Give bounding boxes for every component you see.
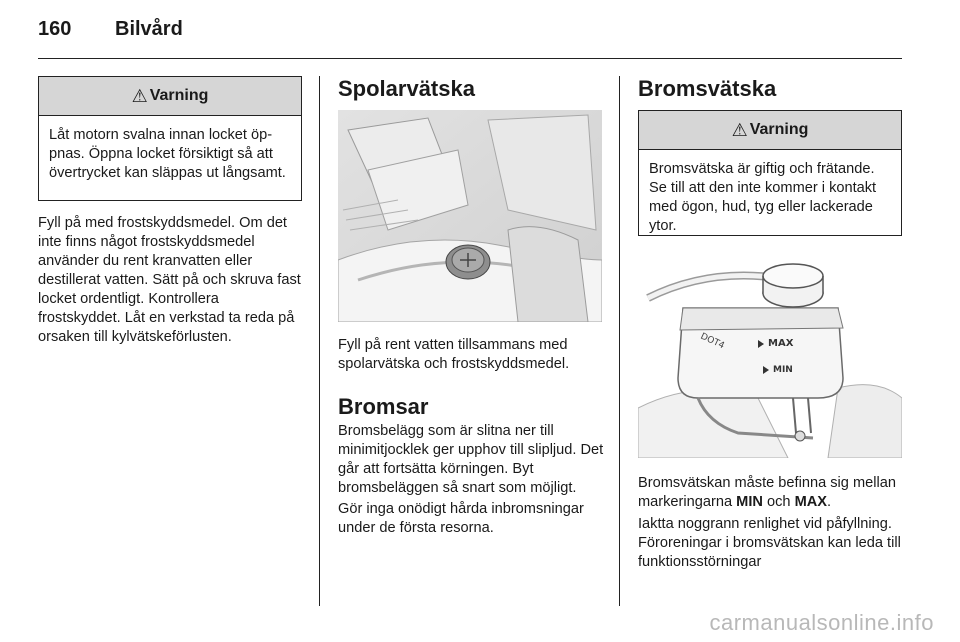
warning-header <box>39 77 301 116</box>
and-text: och <box>762 494 795 510</box>
warning-title: Varning <box>749 121 809 138</box>
max-mark: MAX <box>794 494 827 510</box>
level-text: Bromsvätskan måste befinna sig mellan markeringarna <box>638 475 896 510</box>
period: . <box>827 494 832 510</box>
washer-fluid-heading: Spolarvätska <box>338 76 475 101</box>
warning-text: Låt motorn svalna innan locket öppnas. Öppna locket försiktigt så att övertrycket kan släppas ut långsamt. <box>49 127 286 181</box>
braking-advice-paragraph: Gör inga onödigt hårda inbromsningar under de första resorna. <box>338 501 584 536</box>
column-divider-1 <box>319 76 320 606</box>
brake-fluid-heading: Bromsvätska <box>638 76 777 101</box>
cooling-warning-box <box>38 76 302 201</box>
washer-fluid-illustration <box>338 110 602 322</box>
reservoir-max-label: MAX <box>768 338 794 349</box>
brake-fluid-reservoir-illustration <box>638 248 902 458</box>
brake-fluid-warning-box <box>638 110 902 236</box>
cleanliness-paragraph: Iaktta noggrann renlighet vid påfyllning. Föroreningar i bromsvätskan kan leda till funktionsstörningar <box>638 516 901 570</box>
coolant-paragraph: Fyll på med frostskyddsmedel. Om det inte finns något frostskyddsmedel använder du rent kranvatten eller destillerat vatten. Sätt på och skruva fast locket ordentligt. Kontrollera frostskyddet. Låt en verkstad ta reda på orsaken till kylvätskeförlusten. <box>38 215 301 345</box>
section-title: Bilvård <box>115 18 183 40</box>
washer-fluid-paragraph: Fyll på rent vatten tillsammans med spolarvätska och frostskyddsmedel. <box>338 337 570 372</box>
watermark: carmanualsonline.info <box>709 610 934 635</box>
reservoir-min-label: MIN <box>773 365 793 375</box>
warning-triangle-icon: ⚠ <box>731 119 748 140</box>
brakes-heading: Bromsar <box>338 394 429 419</box>
reservoir-dot4-label: DOT4 <box>698 331 726 352</box>
page-number: 160 <box>38 18 72 40</box>
min-mark: MIN <box>736 494 763 510</box>
warning-text: Bromsvätska är giftig och frätande. Se till att den inte kommer i kontakt med ögon, hud, tyg eller lackerade ytor. <box>649 161 877 234</box>
column-divider-2 <box>619 76 620 606</box>
warning-triangle-icon: ⚠ <box>131 85 148 106</box>
brake-fluid-level-paragraph <box>638 474 906 512</box>
warning-header <box>639 111 901 150</box>
warning-title: Varning <box>149 87 209 104</box>
brake-pads-paragraph: Bromsbelägg som är slitna ner till minimitjocklek ger upphov till slipljud. Det går att fortsätta körningen. Byt bromsbeläggen så snart som möjligt. <box>338 423 604 496</box>
header-rule <box>38 58 902 59</box>
